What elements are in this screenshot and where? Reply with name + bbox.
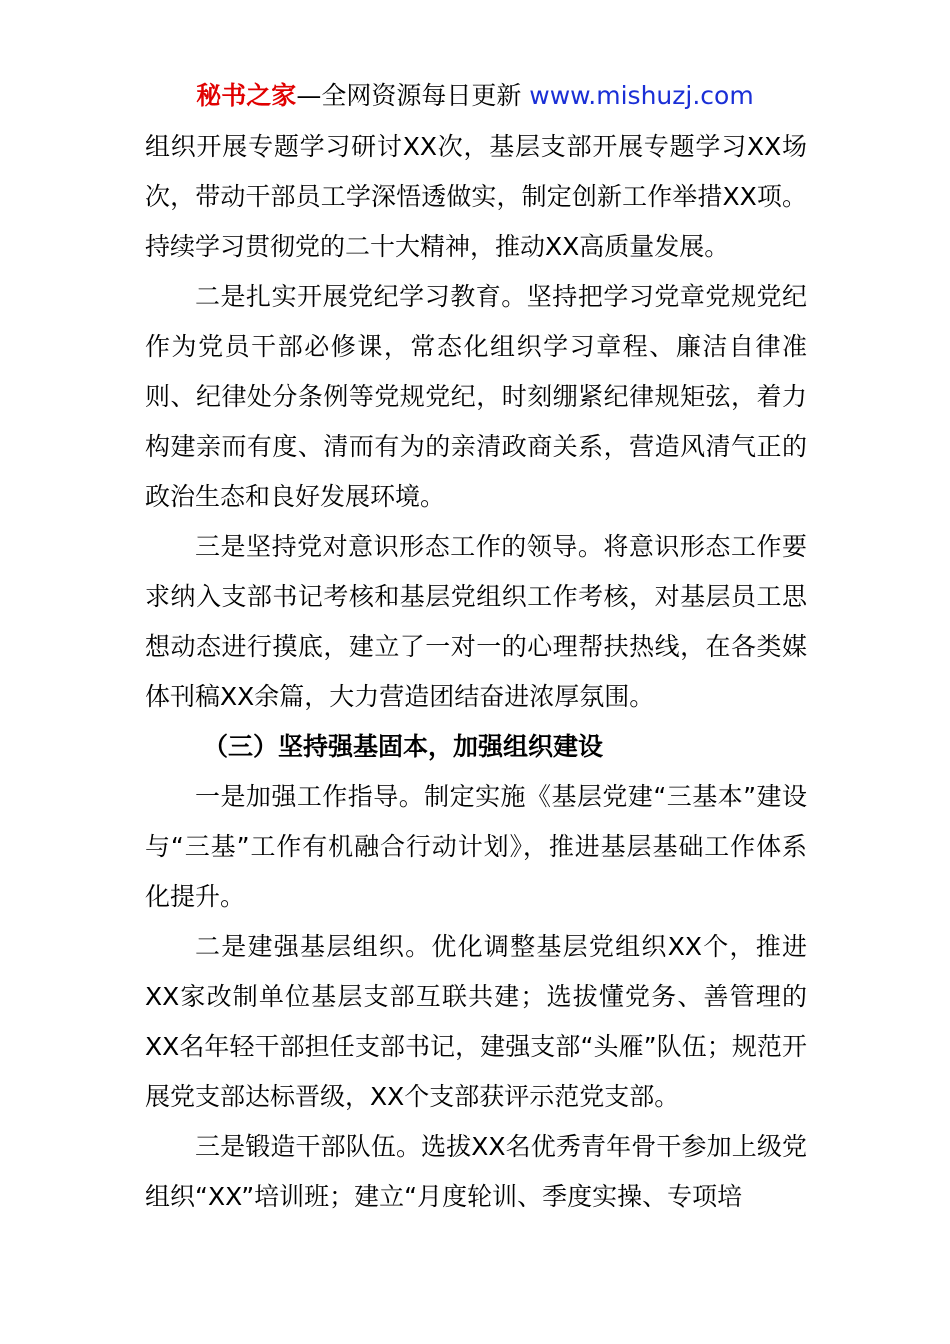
document-body	[145, 122, 807, 1222]
paragraph-grassroots-organization: 二是建强基层组织。优化调整基层党组织XX个，推进XX家改制单位基层支部互联共建；选拔懂党务、善管理的XX名年轻干部担任支部书记，建强支部“头雁”队伍；规范开展党支部达标晋级，XX个支部获评示范党支部。	[145, 932, 807, 1111]
paragraph-work-guidance: 一是加强工作指导。制定实施《基层党建“三基本”建设与“三基”工作有机融合行动计划》，推进基层基础工作体系化提升。	[145, 782, 807, 911]
section-heading: （三）坚持强基固本，加强组织建设	[203, 732, 604, 761]
brand-name: 秘书之家	[196, 81, 297, 110]
header-tagline: —全网资源每日更新	[296, 81, 530, 110]
paragraph-ideology-work: 三是坚持党对意识形态工作的领导。将意识形态工作要求纳入支部书记考核和基层党组织工作考核，对基层员工思想动态进行摸底，建立了一对一的心理帮扶热线，在各类媒体刊稿XX余篇，大力营造团结奋进浓厚氛围。	[145, 532, 807, 711]
paragraph-cadre-team: 三是锻造干部队伍。选拔XX名优秀青年骨干参加上级党组织“XX”培训班；建立“月度轮训、季度实操、专项培	[145, 1132, 807, 1211]
site-url-link[interactable]: www.mishuzj.com	[529, 81, 754, 110]
paragraph-continuation: 组织开展专题学习研讨XX次，基层支部开展专题学习XX场次，带动干部员工学深悟透做实，制定创新工作举措XX项。持续学习贯彻党的二十大精神，推动XX高质量发展。	[145, 132, 807, 261]
paragraph-discipline-education: 二是扎实开展党纪学习教育。坚持把学习党章党规党纪作为党员干部必修课，常态化组织学习章程、廉洁自律准则、纪律处分条例等党规党纪，时刻绷紧纪律规矩弦，着力构建亲而有度、清而有为的亲清政商关系，营造风清气正的政治生态和良好发展环境。	[145, 282, 807, 511]
site-header	[0, 78, 950, 114]
